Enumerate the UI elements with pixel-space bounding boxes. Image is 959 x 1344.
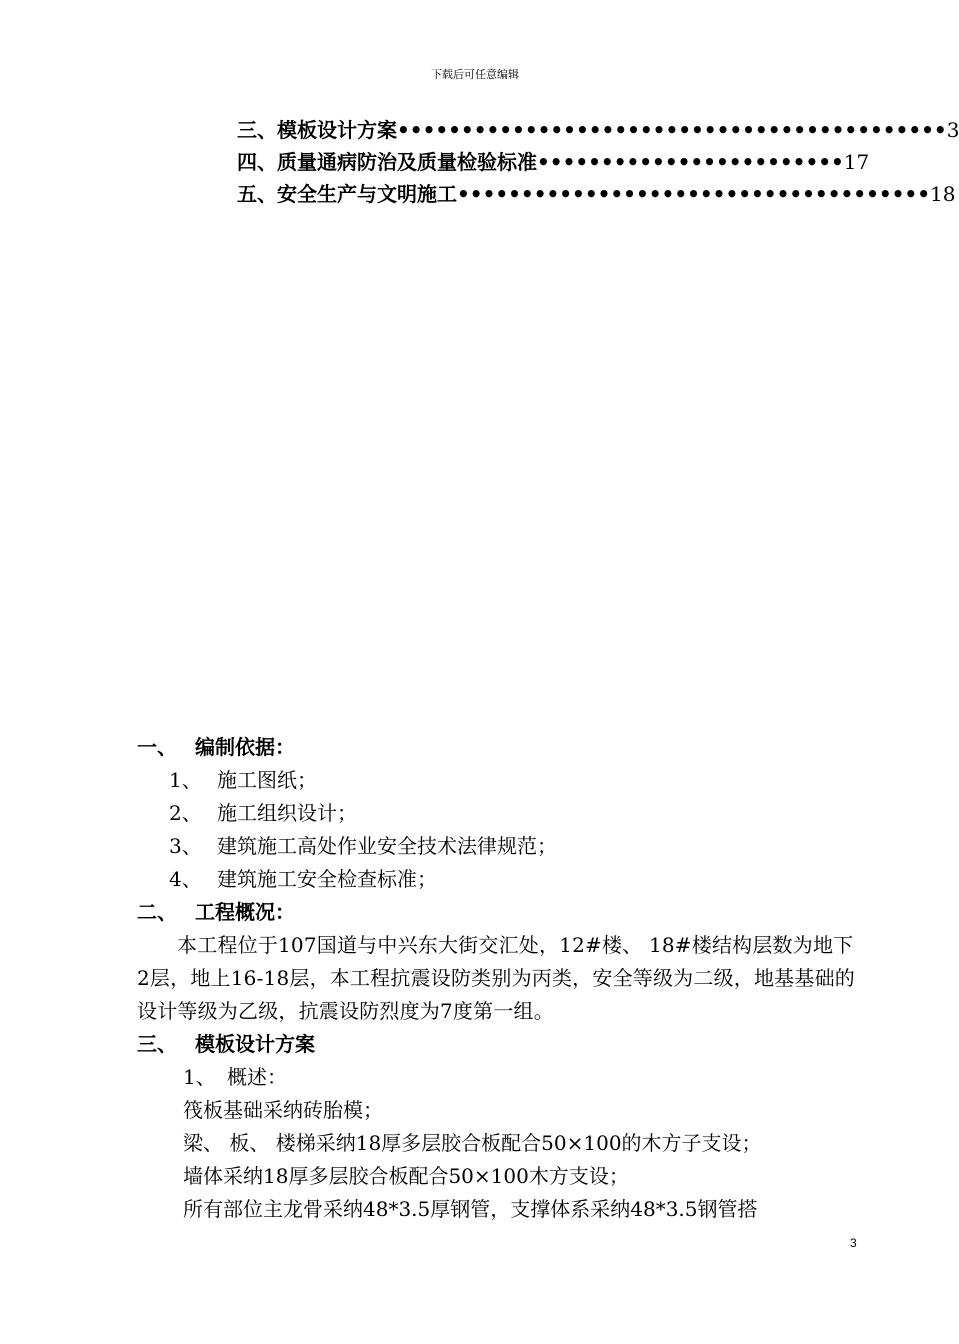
subsection-number: 1、 bbox=[183, 1065, 216, 1089]
body-line: 筏板基础采纳砖胎模； bbox=[183, 1098, 383, 1122]
toc-entry[interactable] bbox=[237, 178, 956, 210]
list-item-number: 1、 bbox=[169, 768, 202, 792]
section-number: 一、 bbox=[137, 735, 177, 759]
section-heading bbox=[137, 1028, 862, 1061]
section-title: 工程概况： bbox=[195, 900, 295, 924]
body-line: 墙体采纳18厚多层胶合板配合50×100木方支设； bbox=[183, 1164, 629, 1188]
list-item-text: 施工图纸； bbox=[217, 768, 317, 792]
section-number: 二、 bbox=[137, 900, 177, 924]
toc-entry-leader: ••••••••••••••••••••••••••••••••••••• bbox=[457, 182, 930, 206]
subsection-heading bbox=[137, 1061, 862, 1094]
toc-entry-leader: ••••••••••••••••••••••••••••••••••••••••••• bbox=[397, 118, 947, 142]
page-number: 3 bbox=[850, 1236, 857, 1250]
body-line: 梁、 板、 楼梯采纳18厚多层胶合板配合50×100的木方子支设； bbox=[183, 1131, 762, 1155]
toc-entry-title: 模板设计方案 bbox=[277, 118, 397, 142]
toc-entry-leader: •••••••••••••••••••••••• bbox=[537, 150, 844, 174]
list-item-number: 4、 bbox=[169, 867, 202, 891]
toc-entry-page: 17 bbox=[843, 150, 870, 174]
subsection-title: 概述： bbox=[227, 1065, 287, 1089]
list-item bbox=[137, 797, 862, 830]
toc-entry-number: 五、 bbox=[237, 182, 277, 206]
table-of-contents bbox=[237, 114, 959, 210]
body-line: 所有部位主龙骨采纳48*3.5厚钢管，支撑体系采纳48*3.5钢管搭 bbox=[183, 1197, 758, 1221]
toc-entry-page: 18 bbox=[929, 182, 956, 206]
list-item-text: 施工组织设计； bbox=[217, 801, 357, 825]
toc-entry-number: 四、 bbox=[237, 150, 277, 174]
list-item-text: 建筑施工安全检查标准； bbox=[217, 867, 437, 891]
list-item-number: 2、 bbox=[169, 801, 202, 825]
toc-entry-number: 三、 bbox=[237, 118, 277, 142]
list-item bbox=[137, 830, 862, 863]
section-heading bbox=[137, 896, 862, 929]
list-item-text: 建筑施工高处作业安全技术法律规范； bbox=[217, 834, 557, 858]
page-header: 下载后可任意编辑 bbox=[431, 68, 519, 81]
list-item bbox=[137, 764, 862, 797]
toc-entry-title: 安全生产与文明施工 bbox=[277, 182, 457, 206]
section-title: 编制依据： bbox=[195, 735, 295, 759]
toc-entry[interactable] bbox=[237, 146, 870, 178]
list-item-number: 3、 bbox=[169, 834, 202, 858]
section-heading bbox=[137, 731, 862, 764]
toc-entry-title: 质量通病防治及质量检验标准 bbox=[277, 150, 537, 174]
toc-entry-page: 3 bbox=[946, 118, 959, 142]
section-number: 三、 bbox=[137, 1032, 177, 1056]
section-title: 模板设计方案 bbox=[195, 1032, 315, 1056]
toc-entry[interactable] bbox=[237, 114, 959, 146]
project-overview-paragraph: 本工程位于107国道与中兴东大街交汇处，12#楼、 18#楼结构层数为地下2层，地上16-18层，本工程抗震设防类别为丙类，安全等级为二级，地基基础的设计等级为乙级，抗震设防烈度为7度第一组。 bbox=[137, 933, 855, 1023]
document-body bbox=[137, 731, 862, 1226]
list-item bbox=[137, 863, 862, 896]
